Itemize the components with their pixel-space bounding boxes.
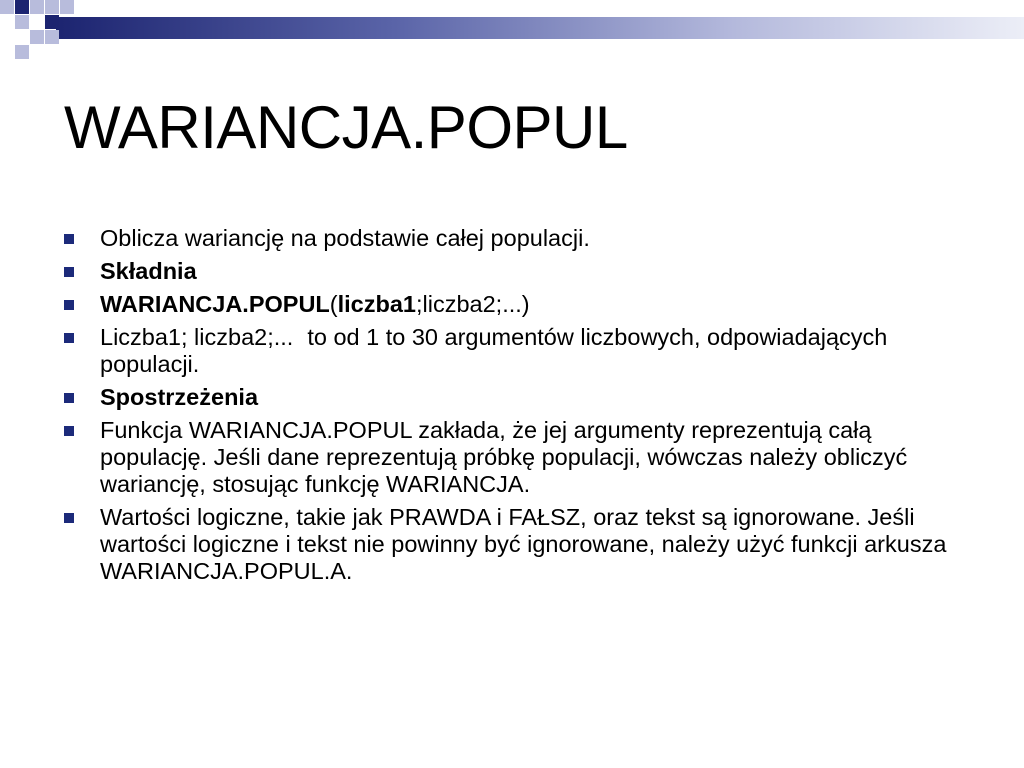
corner-squares-decoration: [0, 0, 80, 64]
square-bullet-icon: [64, 267, 74, 277]
square-bullet-icon: [64, 393, 74, 403]
bullet-item-arguments: [64, 324, 964, 378]
bullet-text: Oblicza wariancję na podstawie całej populacji.: [100, 225, 590, 251]
square-bullet-icon: [64, 333, 74, 343]
syntax-required-arg: liczba1: [337, 291, 416, 317]
bullet-text: Spostrzeżenia: [100, 384, 259, 410]
bullet-text: Wartości logiczne, takie jak PRAWDA i FAŁSZ, oraz tekst są ignorowane. Jeśli wartości logiczne i tekst nie powinny być ignorowane, należy użyć funkcji arkusza WARIANCJA.POPUL.A.: [100, 504, 947, 584]
bullet-item-remarks-heading: [64, 384, 964, 411]
square-bullet-icon: [64, 234, 74, 244]
bullet-item-syntax-heading: [64, 258, 964, 285]
slide-title: WARIANCJA.POPUL: [64, 94, 628, 161]
square-bullet-icon: [64, 426, 74, 436]
bullet-item-description: [64, 225, 964, 252]
header-gradient-bar: [56, 17, 1024, 39]
syntax-function-name: WARIANCJA.POPUL: [100, 291, 330, 317]
bullet-text: Funkcja WARIANCJA.POPUL zakłada, że jej argumenty reprezentują całą populację. Jeśli dane reprezentują próbkę populacji, wówczas należy obliczyć wariancję, stosując funkcję WARIANCJA.: [100, 417, 908, 497]
syntax-optional-args: ;liczba2;...): [416, 291, 530, 317]
bullet-item-syntax: [64, 291, 964, 318]
bullet-text: Składnia: [100, 258, 197, 284]
bullet-list: [64, 225, 964, 591]
square-bullet-icon: [64, 300, 74, 310]
bullet-item-remark-population: [64, 417, 964, 498]
square-bullet-icon: [64, 513, 74, 523]
syntax-open-paren: (: [329, 291, 338, 317]
bullet-item-remark-logical-values: [64, 504, 964, 585]
arguments-description: to od 1 to 30 argumentów liczbowych, odpowiadających populacji.: [100, 324, 888, 377]
arguments-label: Liczba1; liczba2;...: [100, 324, 294, 350]
